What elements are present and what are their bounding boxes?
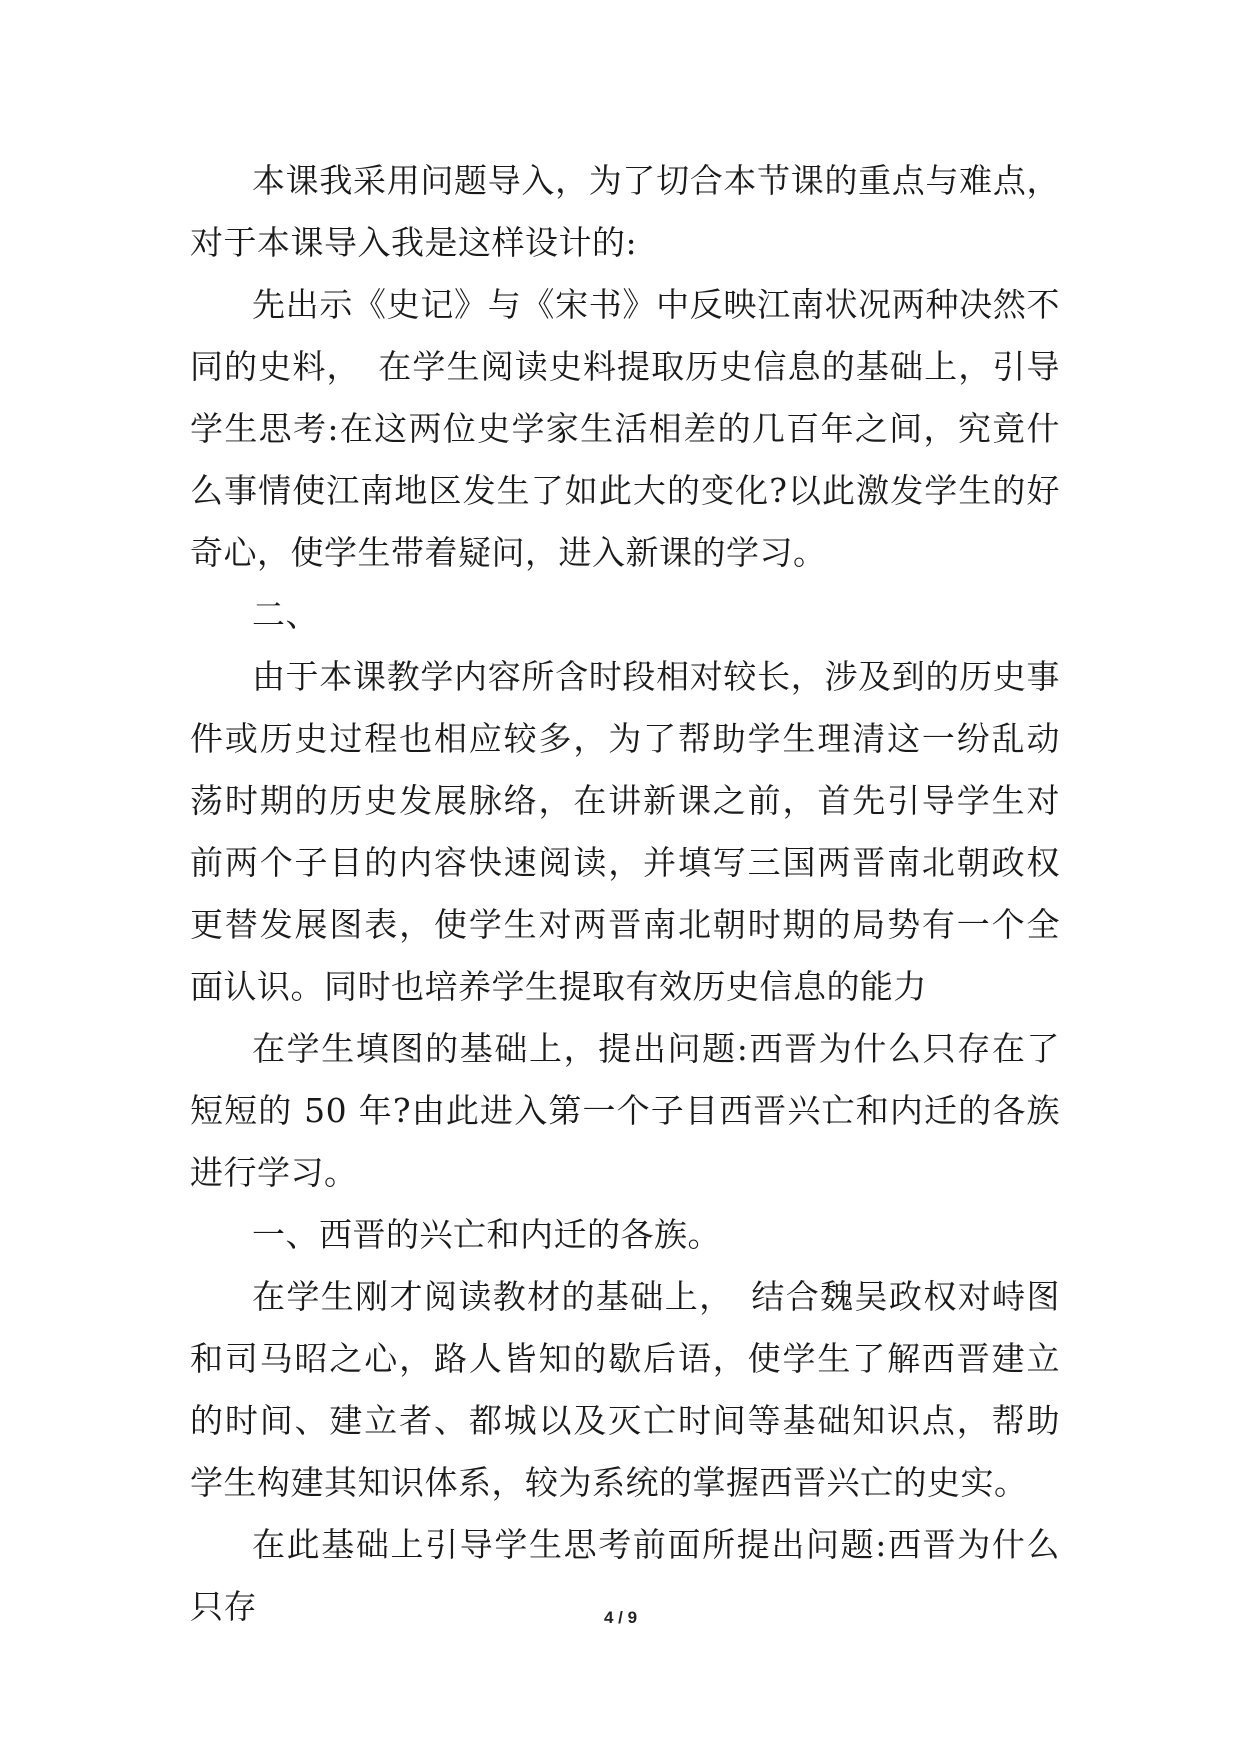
paragraph-western-jin-facts: 在学生刚才阅读教材的基础上， 结合魏吴政权对峙图 和司马昭之心，路人皆知的歇后语，使学生了解西晋建立的时间、建立者、都城以及灭亡时间等基础知识点，帮助学生构建其知识体系，较为系统的掌握西晋兴亡的史实。	[190, 1277, 1094, 1502]
body-text	[190, 150, 1094, 1638]
subsection-heading-one: 一、西晋的兴亡和内迁的各族。	[252, 1215, 721, 1254]
paragraph-timeline-chart: 由于本课教学内容所含时段相对较长，涉及到的历史事件或历史过程也相应较多，为了帮助学生理清这一纷乱动荡时期的历史发展脉络，在讲新课之前，首先引导学生对前两个子目的内容快速阅读，并填写三国两晋南北朝政权更替发展图表，使学生对两晋南北朝时期的局势有一个全面认识。同时也培养学生提取有效历史信息的能力	[190, 657, 1060, 1006]
paragraph-historical-sources: 先出示《史记》与《宋书》中反映江南状况两种决然不同的史料， 在学生阅读史料提取历史信息的基础上，引导学生思考:在这两位史学家生活相差的几百年之间，究竟什么事情使江南地区发生了如此大的变化?以此激发学生的好奇心，使学生带着疑问，进入新课的学习。	[190, 285, 1060, 572]
paragraph-question-western-jin: 在学生填图的基础上，提出问题:西晋为什么只存在了短短的 50 年?由此进入第一个子目西晋兴亡和内迁的各族进行学习。	[190, 1029, 1060, 1192]
paragraph-guided-thinking: 在此基础上引导学生思考前面所提出问题:西晋为什么只存	[190, 1525, 1060, 1626]
section-heading-two: 二、	[252, 595, 319, 634]
page-number: 4 / 9	[603, 1608, 638, 1627]
paragraph-intro-design: 本课我采用问题导入，为了切合本节课的重点与难点，对于本课导入我是这样设计的:	[190, 161, 1060, 262]
